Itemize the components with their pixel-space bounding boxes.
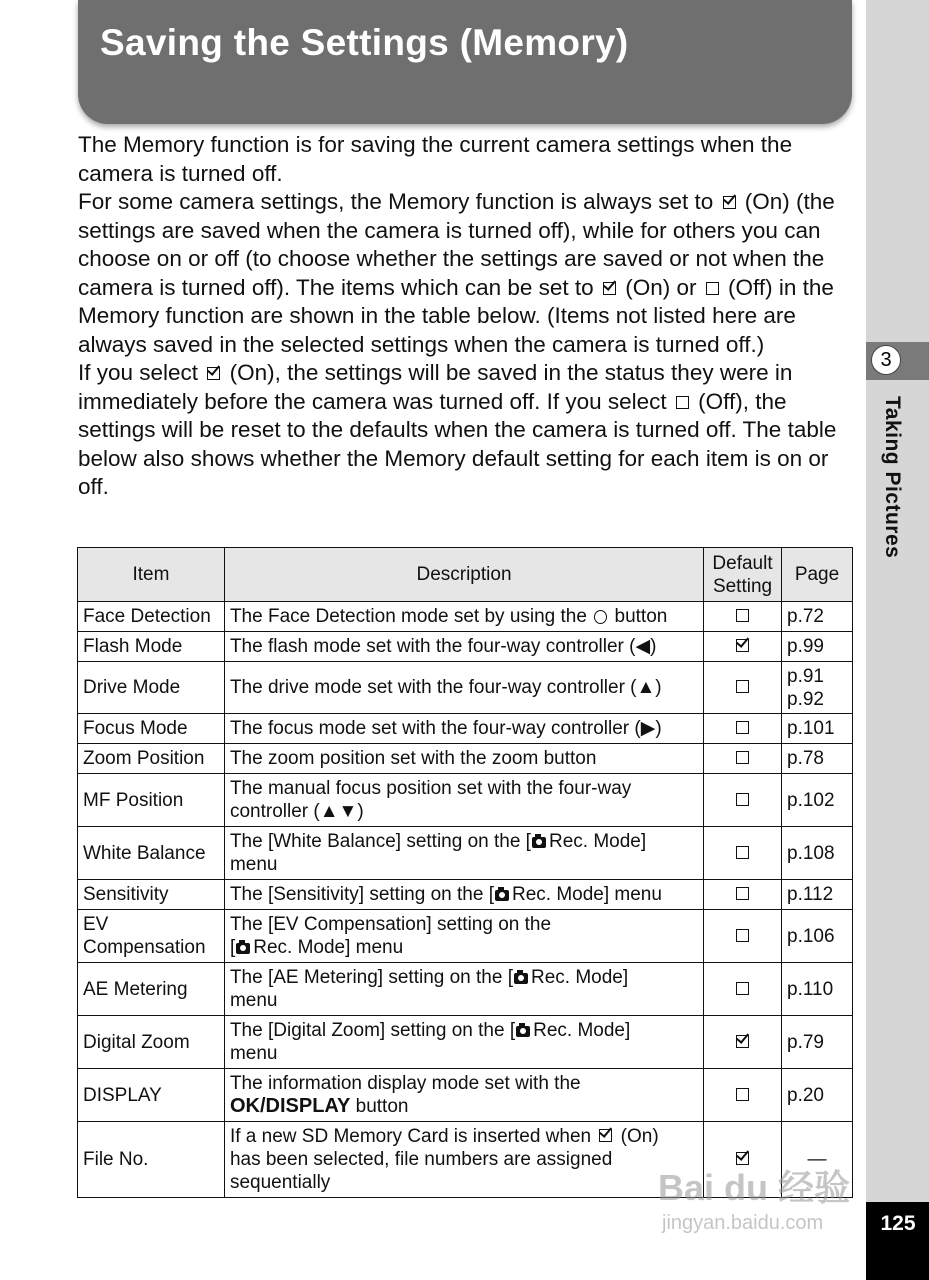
checkbox-off-icon — [736, 680, 749, 693]
table-row: Digital Zoom The [Digital Zoom] setting on the [ Rec. Mode] menu p.79 — [78, 1016, 853, 1069]
checkbox-off-icon — [706, 282, 719, 295]
title-bar — [78, 0, 852, 124]
checkbox-off-icon — [736, 1088, 749, 1101]
table-row: Drive Mode The drive mode set with the four-way controller (▲) p.91 p.92 — [78, 662, 853, 714]
camera-icon — [514, 973, 528, 984]
header-description: Description — [224, 548, 703, 602]
side-tab — [866, 0, 929, 1280]
table-row: Zoom Position The zoom position set with the zoom button p.78 — [78, 744, 853, 774]
checkbox-on-icon — [599, 1129, 612, 1142]
table-row: EV Compensation The [EV Compensation] setting on the [ Rec. Mode] menu p.106 — [78, 910, 853, 963]
table-row: DISPLAY The information display mode set with the OK/DISPLAY button p.20 — [78, 1069, 853, 1122]
checkbox-off-icon — [736, 721, 749, 734]
page-title: Saving the Settings (Memory) — [100, 22, 629, 63]
checkbox-on-icon — [736, 1035, 749, 1048]
checkbox-on-icon — [736, 639, 749, 652]
checkbox-off-icon — [736, 609, 749, 622]
checkbox-on-icon — [603, 282, 616, 295]
checkbox-off-icon — [736, 751, 749, 764]
checkbox-off-icon — [736, 887, 749, 900]
page-number: 125 — [880, 1212, 916, 1235]
checkbox-off-icon — [736, 793, 749, 806]
intro-paragraph-1: The Memory function is for saving the current camera settings when the camera is turned off. — [78, 132, 793, 186]
header-page: Page — [782, 548, 853, 602]
intro-paragraph-3: If you select (On), the settings will be saved in the status they were in immediately before the camera was turned off. If you select (Off), the settings will be reset to the defaults when the camera is turned off. The table below also shows whether the Memory default setting for each item is on or off. — [78, 360, 837, 499]
checkbox-off-icon — [736, 982, 749, 995]
checkbox-on-icon — [207, 367, 220, 380]
checkbox-off-icon — [736, 929, 749, 942]
table-row: White Balance The [White Balance] setting on the [ Rec. Mode] menu p.108 — [78, 827, 853, 880]
checkbox-off-icon — [676, 396, 689, 409]
table-row: MF Position The manual focus position set with the four-way controller (▲▼) p.102 — [78, 774, 853, 827]
chapter-number: 3 — [871, 345, 901, 375]
camera-icon — [516, 1026, 530, 1037]
chapter-title: Taking Pictures — [881, 396, 904, 559]
table-row: Sensitivity The [Sensitivity] setting on the [ Rec. Mode] menu p.112 — [78, 880, 853, 910]
face-detection-icon — [594, 610, 607, 624]
checkbox-off-icon — [736, 846, 749, 859]
header-default: Default Setting — [704, 548, 782, 602]
camera-icon — [532, 837, 546, 848]
table-row: Flash Mode The flash mode set with the four-way controller (◀) p.99 — [78, 632, 853, 662]
header-item: Item — [78, 548, 225, 602]
intro-paragraph-2: For some camera settings, the Memory function is always set to (On) (the settings are saved when the camera is turned off), while for others you can choose on or off (to choose whether the settings are saved or not when the camera is turned off). The items which can be set to (On) or (Off) in the Memory function are shown in the table below. (Items not listed here are always saved in the selected settings when the camera is turned off.) — [78, 189, 835, 357]
table-row: File No. If a new SD Memory Card is inserted when (On) has been selected, file numbers are assigned sequentially — — [78, 1122, 853, 1198]
table-row: Face Detection The Face Detection mode set by using the button p.72 — [78, 602, 853, 632]
table-row: Focus Mode The focus mode set with the four-way controller (▶) p.101 — [78, 714, 853, 744]
camera-icon — [495, 890, 509, 901]
memory-settings-table — [77, 547, 853, 1198]
table-header-row — [78, 548, 853, 602]
camera-icon — [236, 943, 250, 954]
checkbox-on-icon — [723, 196, 736, 209]
table-row: AE Metering The [AE Metering] setting on the [ Rec. Mode] menu p.110 — [78, 963, 853, 1016]
intro-text — [78, 131, 852, 502]
watermark: Bai du 经验 jingyan.baidu.com — [658, 1167, 851, 1234]
